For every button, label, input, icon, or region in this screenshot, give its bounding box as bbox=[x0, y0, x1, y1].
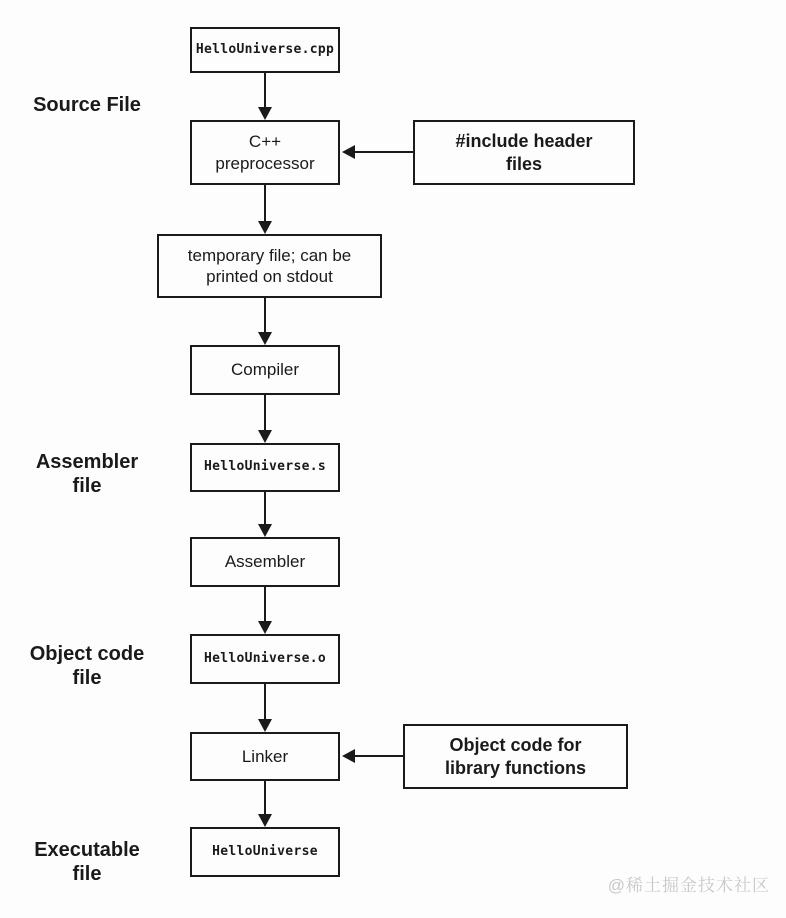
assembler-file-stage-label bbox=[12, 450, 162, 498]
arrow-left-headers-to-preprocessor-icon bbox=[342, 144, 413, 160]
arrow-down-tempfile-to-compiler-icon bbox=[257, 298, 273, 345]
temp-file-box bbox=[157, 234, 382, 298]
watermark-text: @稀土掘金技术社区 bbox=[607, 876, 770, 895]
temp-file-line1: temporary file; can be bbox=[187, 245, 352, 265]
object-file-box-label: HelloUniverse.o bbox=[204, 650, 326, 666]
arrow-down-cpp-to-preprocessor-icon bbox=[257, 73, 273, 120]
include-headers-note-box bbox=[413, 120, 635, 185]
preprocessor-label-line1: C++ bbox=[248, 132, 282, 152]
arrow-down-preprocessor-to-tempfile-icon bbox=[257, 185, 273, 234]
assembler-file-box bbox=[190, 443, 340, 492]
object-code-file-stage-line2: file bbox=[72, 667, 102, 689]
library-objects-line2: library functions bbox=[444, 757, 587, 778]
executable-box bbox=[190, 827, 340, 877]
cpp-source-file-box bbox=[190, 27, 340, 73]
source-file-stage-label bbox=[12, 93, 162, 117]
compiler-label: Compiler bbox=[230, 360, 300, 380]
library-objects-line1: Object code for bbox=[449, 735, 582, 755]
assembler-file-stage-line2: file bbox=[72, 475, 102, 497]
source-file-stage-line1: Source File bbox=[33, 94, 141, 116]
temp-file-line2: printed on stdout bbox=[206, 267, 333, 286]
object-code-file-stage-label bbox=[12, 642, 162, 690]
compiler-box bbox=[190, 345, 340, 395]
preprocessor-label-line2: preprocessor bbox=[215, 153, 315, 173]
arrow-down-objfile-to-linker-icon bbox=[257, 684, 273, 732]
executable-file-stage-label bbox=[12, 838, 162, 886]
assembler-file-stage-line1: Assembler bbox=[35, 451, 139, 473]
arrow-down-linker-to-executable-icon bbox=[257, 781, 273, 827]
preprocessor-box bbox=[190, 120, 340, 185]
arrow-down-asmfile-to-assembler-icon bbox=[257, 492, 273, 537]
linker-label: Linker bbox=[241, 746, 289, 766]
arrow-left-libobjects-to-linker-icon bbox=[342, 748, 403, 764]
executable-box-label: HelloUniverse bbox=[212, 843, 318, 859]
executable-file-stage-line2: file bbox=[72, 863, 102, 885]
include-headers-line1: #include header bbox=[455, 131, 593, 151]
include-headers-line2: files bbox=[505, 153, 543, 174]
object-file-box bbox=[190, 634, 340, 684]
arrow-down-assembler-to-objfile-icon bbox=[257, 587, 273, 634]
arrow-down-compiler-to-asmfile-icon bbox=[257, 395, 273, 443]
assembler-label: Assembler bbox=[224, 552, 306, 572]
object-code-file-stage-line1: Object code bbox=[29, 643, 145, 665]
linker-box bbox=[190, 732, 340, 781]
executable-file-stage-line1: Executable bbox=[34, 839, 140, 861]
assembler-file-box-label: HelloUniverse.s bbox=[204, 459, 326, 475]
library-objects-note-box bbox=[403, 724, 628, 789]
assembler-box bbox=[190, 537, 340, 587]
cpp-source-file-label: HelloUniverse.cpp bbox=[195, 41, 335, 57]
